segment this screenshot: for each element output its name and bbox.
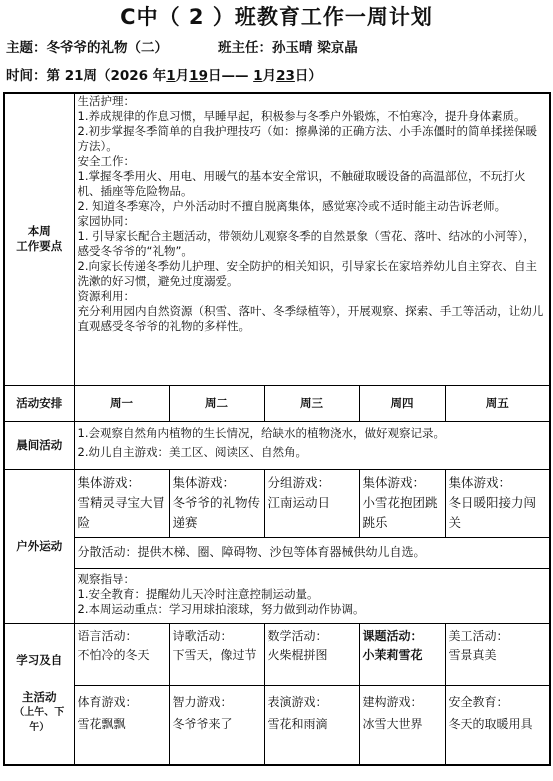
morning-label: 晨间活动: [4, 421, 74, 469]
outdoor-split: 分散活动：提供木梯、圈、障碍物、沙包等体育器械供幼儿自选。: [74, 537, 550, 568]
activity-type: 建构游戏：: [362, 694, 423, 709]
morning-line: 1.会观察自然角内植物的生长情况，给缺水的植物浇水，做好观察记录。: [77, 425, 445, 440]
study-fri-1: [445, 623, 550, 685]
game-name: 小雪花抱团跳跳乐: [362, 494, 438, 530]
week-key-line: 2.向家长传递冬季幼儿护理、安全防护的相关知识，引导家长在家培养幼儿自主穿衣、自主洗漱的好习惯，避免过度溺爱。: [77, 259, 537, 288]
game-type: 集体游戏：: [448, 474, 512, 490]
week-key-line: 资源利用：: [77, 289, 135, 303]
week-key-content: [74, 93, 550, 385]
outdoor-game-fri: [445, 469, 550, 537]
activity-type: 安全教育：: [448, 694, 509, 709]
outdoor-game-mon: [74, 469, 169, 537]
week-key-label: [4, 93, 74, 385]
day-monday: 周一: [74, 385, 169, 421]
page-title: C中（ 2 ）班教育工作一周计划: [120, 5, 433, 29]
outdoor-games-row: [4, 469, 550, 537]
game-type: 集体游戏：: [77, 474, 141, 490]
outdoor-label: 户外运动: [4, 469, 74, 623]
day-thursday: 周四: [359, 385, 445, 421]
schedule-header-row: [4, 385, 550, 421]
game-name: 江南运动日: [267, 494, 331, 510]
time-text-4: 日）: [294, 68, 322, 84]
study-fri-2: [445, 685, 550, 765]
study-thu-1: [359, 623, 445, 685]
theme-label: 主题：: [6, 40, 47, 56]
study-label-line2: 主活动: [22, 689, 57, 704]
activity-name: 冰雪大世界: [362, 716, 423, 731]
theme-line: [6, 38, 358, 58]
activity-name: 小茉莉雪花: [362, 647, 423, 662]
end-day: 23: [276, 68, 295, 84]
outdoor-game-thu: [359, 469, 445, 537]
start-day: 19: [189, 68, 208, 84]
activity-type: 表演游戏：: [267, 694, 328, 709]
time-line: [6, 66, 322, 86]
guidance-line: 2.本周运动重点：学习用球拍滚球，努力做到动作协调。: [77, 601, 365, 616]
outdoor-guidance: [74, 568, 550, 623]
activity-name: 雪花和雨滴: [267, 716, 328, 731]
morning-row: [4, 421, 550, 469]
teacher-value: 孙玉晴 梁京晶: [272, 40, 358, 56]
day-wednesday: 周三: [264, 385, 359, 421]
start-month: 1: [166, 68, 176, 84]
activity-type: 体育游戏：: [77, 694, 138, 709]
study-mon-2: [74, 685, 169, 765]
week-key-line: 2. 知道冬季寒冷，户外活动时不擅自脱离集体，感觉寒冷或不适时能主动告诉老师。: [77, 199, 507, 213]
outdoor-guidance-row: [4, 568, 550, 623]
day-friday: 周五: [445, 385, 550, 421]
study-mon-1: [74, 623, 169, 685]
schedule-label: 活动安排: [4, 385, 74, 421]
activity-type: 诗歌活动：: [172, 628, 233, 643]
game-name: 冬爷爷的礼物传递赛: [172, 494, 261, 530]
activity-type: 智力游戏：: [172, 694, 233, 709]
outdoor-split-row: [4, 537, 550, 568]
game-type: 集体游戏：: [362, 474, 426, 490]
game-type: 集体游戏：: [172, 474, 236, 490]
week-key-line: 生活护理：: [77, 94, 135, 108]
guidance-line: 观察指导：: [77, 571, 135, 586]
day-tuesday: 周二: [169, 385, 264, 421]
activity-name: 冬爷爷来了: [172, 716, 233, 731]
study-row-2: [4, 685, 550, 765]
week-key-line: 安全工作：: [77, 154, 135, 168]
teacher-label: 班主任：: [218, 40, 272, 56]
time-text-1: 月: [175, 68, 190, 84]
study-label-line3: （上午、下午）: [14, 706, 65, 733]
activity-type: 数学活动：: [267, 628, 328, 643]
week-key-label-line2: 工作要点: [16, 239, 63, 254]
week-key-line: 充分利用园内自然资源（积雪、落叶、冬季绿植等），开展观察、探索、手工等活动，让幼儿直观感受冬爷爷的礼物的多样性。: [77, 304, 544, 333]
study-wed-1: [264, 623, 359, 685]
time-text-3: 月: [262, 68, 277, 84]
week-key-line: 1.养成规律的作息习惯，早睡早起，积极参与冬季户外锻炼，不怕寒冷，提升身体素质。: [77, 109, 526, 123]
time-prefix: 时间：第 21周（2026 年: [6, 68, 167, 84]
week-key-line: 家园协同：: [77, 214, 135, 228]
week-key-row: [4, 93, 550, 385]
activity-name: 火柴棍拼图: [267, 647, 328, 662]
week-key-line: 1.掌握冬季用火、用电、用暖气的基本安全常识，不触碰取暖设备的高温部位，不玩打火机、插座等危险物品。: [77, 169, 526, 198]
study-thu-2: [359, 685, 445, 765]
week-key-line: 2.初步掌握冬季简单的自我护理技巧（如：擦鼻涕的正确方法、小手冻僵时的简单揉搓保暖方法）。: [77, 124, 537, 153]
activity-type: 课题活动：: [362, 628, 423, 643]
outdoor-game-tue: [169, 469, 264, 537]
outdoor-game-wed: [264, 469, 359, 537]
activity-name: 雪花飘飘: [77, 716, 126, 731]
time-text-2: 日——: [207, 68, 254, 84]
morning-content: [74, 421, 550, 469]
activity-type: 美工活动：: [448, 628, 509, 643]
activity-type: 语言活动：: [77, 628, 138, 643]
study-label: [4, 623, 74, 765]
activity-name: 下雪天，像过节: [172, 647, 257, 662]
week-key-label-line1: 本周: [27, 224, 51, 239]
game-name: 冬日暖阳接力闯关: [448, 494, 537, 530]
theme-value: 冬爷爷的礼物（二）: [46, 40, 168, 56]
study-tue-1: [169, 623, 264, 685]
guidance-line: 1.安全教育：提醒幼儿天冷时注意控制运动量。: [77, 586, 319, 601]
study-label-line1: 学习及自: [16, 652, 63, 667]
week-key-line: 1. 引导家长配合主题活动，带领幼儿观察冬季的自然景象（雪花、落叶、结冰的小河等），感受冬爷爷的“礼物”。: [77, 229, 535, 258]
activity-name: 雪景真美: [448, 647, 497, 662]
game-name: 雪精灵寻宝大冒险: [77, 494, 166, 530]
activity-name: 不怕冷的冬天: [77, 647, 150, 662]
study-tue-2: [169, 685, 264, 765]
game-type: 分组游戏：: [267, 474, 331, 490]
morning-line: 2.幼儿自主游戏：美工区、阅读区、自然角。: [77, 444, 307, 459]
weekly-plan-table: [3, 92, 551, 766]
study-wed-2: [264, 685, 359, 765]
activity-name: 冬天的取暖用具: [448, 716, 533, 731]
end-month: 1: [253, 68, 263, 84]
study-row-1: [4, 623, 550, 685]
